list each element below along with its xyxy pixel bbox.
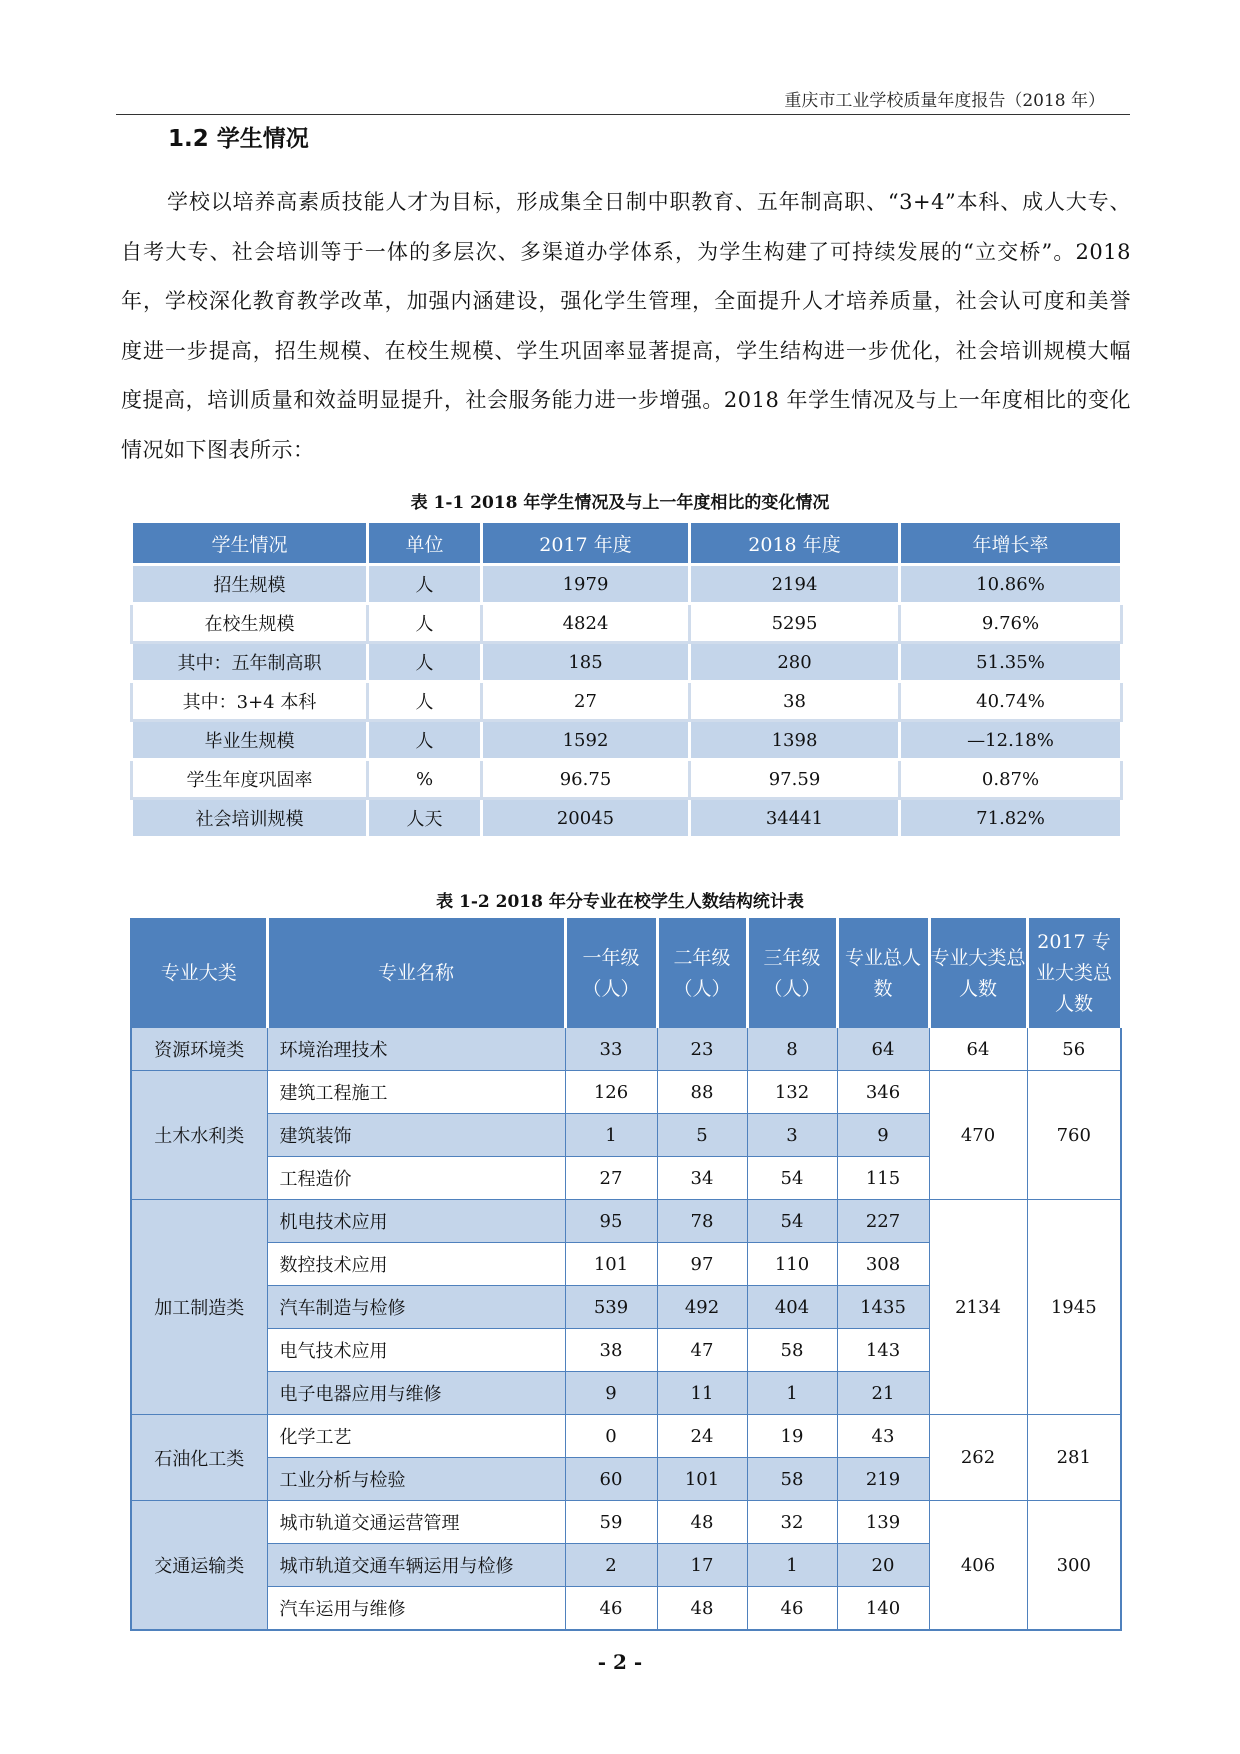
grade3-cell: 3 (747, 1114, 837, 1157)
grade3-cell: 58 (747, 1329, 837, 1372)
grade3-cell: 58 (747, 1458, 837, 1501)
table-row (131, 1028, 1121, 1071)
table-row (132, 643, 1122, 682)
table2-header-cell: 三年级（人） (747, 919, 837, 1028)
major-total-cell: 219 (837, 1458, 929, 1501)
grade3-cell: 8 (747, 1028, 837, 1071)
table-row (131, 1071, 1121, 1114)
major-name-cell: 环境治理技术 (267, 1028, 565, 1071)
major-name-cell: 数控技术应用 (267, 1243, 565, 1286)
table1-cell: 人 (368, 721, 482, 760)
grade1-cell: 46 (565, 1587, 657, 1631)
table-row (132, 565, 1122, 604)
table1-cell: 40.74% (900, 682, 1122, 721)
table1-cell: 4824 (482, 604, 690, 643)
table1-cell: —12.18% (900, 721, 1122, 760)
table1-cell: % (368, 760, 482, 799)
grade2-cell: 78 (657, 1200, 747, 1243)
major-total-cell: 143 (837, 1329, 929, 1372)
table1-cell: 人 (368, 643, 482, 682)
grade2-cell: 5 (657, 1114, 747, 1157)
table-row (131, 1415, 1121, 1458)
major-name-cell: 建筑装饰 (267, 1114, 565, 1157)
table1-cell: 人 (368, 565, 482, 604)
table1-cell: 2194 (690, 565, 900, 604)
table1-header-cell: 学生情况 (132, 522, 368, 565)
table1-cell: 96.75 (482, 760, 690, 799)
table-row (132, 799, 1122, 838)
header-divider (116, 114, 1130, 115)
grade1-cell: 95 (565, 1200, 657, 1243)
table1-cell: 人 (368, 604, 482, 643)
major-name-cell: 汽车运用与维修 (267, 1587, 565, 1631)
major-name-cell: 电气技术应用 (267, 1329, 565, 1372)
table1-cell: 人天 (368, 799, 482, 838)
major-name-cell: 工程造价 (267, 1157, 565, 1200)
grade1-cell: 539 (565, 1286, 657, 1329)
table1-cell: 招生规模 (132, 565, 368, 604)
student-stats-table (130, 520, 1123, 839)
page-number: - 2 - (597, 1650, 643, 1674)
grade2-cell: 23 (657, 1028, 747, 1071)
category-cell: 土木水利类 (131, 1071, 267, 1200)
grade2-cell: 47 (657, 1329, 747, 1372)
table-row (131, 1200, 1121, 1243)
category-total-cell: 262 (929, 1415, 1027, 1501)
grade1-cell: 0 (565, 1415, 657, 1458)
table1-cell: 毕业生规模 (132, 721, 368, 760)
report-header-title: 重庆市工业学校质量年度报告（2018 年） (784, 91, 1105, 111)
table2-header-cell: 二年级（人） (657, 919, 747, 1028)
table1-cell: 280 (690, 643, 900, 682)
category-cell: 交通运输类 (131, 1501, 267, 1631)
table1-cell: 在校生规模 (132, 604, 368, 643)
table2-caption: 表 1-2 2018 年分专业在校学生人数结构统计表 (436, 892, 804, 912)
grade1-cell: 101 (565, 1243, 657, 1286)
table1-cell: 10.86% (900, 565, 1122, 604)
major-total-cell: 139 (837, 1501, 929, 1544)
table-row (132, 760, 1122, 799)
major-total-cell: 346 (837, 1071, 929, 1114)
table1-caption: 表 1-1 2018 年学生情况及与上一年度相比的变化情况 (410, 493, 830, 513)
grade3-cell: 110 (747, 1243, 837, 1286)
table1-cell: 51.35% (900, 643, 1122, 682)
grade1-cell: 27 (565, 1157, 657, 1200)
grade2-cell: 11 (657, 1372, 747, 1415)
grade3-cell: 46 (747, 1587, 837, 1631)
grade3-cell: 19 (747, 1415, 837, 1458)
total-2017-cell: 1945 (1027, 1200, 1121, 1415)
table1-cell: 5295 (690, 604, 900, 643)
table2-header-cell: 2017 专业大类总人数 (1027, 919, 1121, 1028)
grade1-cell: 33 (565, 1028, 657, 1071)
table2-header-cell: 专业名称 (267, 919, 565, 1028)
table1-cell: 9.76% (900, 604, 1122, 643)
grade3-cell: 1 (747, 1372, 837, 1415)
table1-cell: 人 (368, 682, 482, 721)
major-name-cell: 城市轨道交通车辆运用与检修 (267, 1544, 565, 1587)
grade2-cell: 17 (657, 1544, 747, 1587)
category-cell: 石油化工类 (131, 1415, 267, 1501)
grade1-cell: 38 (565, 1329, 657, 1372)
category-cell: 加工制造类 (131, 1200, 267, 1415)
table1-cell: 1398 (690, 721, 900, 760)
major-name-cell: 城市轨道交通运营管理 (267, 1501, 565, 1544)
category-total-cell: 64 (929, 1028, 1027, 1071)
major-total-cell: 227 (837, 1200, 929, 1243)
grade2-cell: 48 (657, 1587, 747, 1631)
table1-header-cell: 2017 年度 (482, 522, 690, 565)
grade1-cell: 126 (565, 1071, 657, 1114)
grade2-cell: 34 (657, 1157, 747, 1200)
major-name-cell: 汽车制造与检修 (267, 1286, 565, 1329)
grade3-cell: 404 (747, 1286, 837, 1329)
table-row (132, 682, 1122, 721)
grade3-cell: 132 (747, 1071, 837, 1114)
table-row (131, 1501, 1121, 1544)
major-total-cell: 43 (837, 1415, 929, 1458)
table1-cell: 20045 (482, 799, 690, 838)
grade1-cell: 60 (565, 1458, 657, 1501)
table1-cell: 社会培训规模 (132, 799, 368, 838)
major-total-cell: 115 (837, 1157, 929, 1200)
table1-cell: 0.87% (900, 760, 1122, 799)
body-paragraph: 学校以培养高素质技能人才为目标，形成集全日制中职教育、五年制高职、“3+4”本科、成人大专、自考大专、社会培训等于一体的多层次、多渠道办学体系，为学生构建了可持续发展的“立交桥”。2018 年，学校深化教育教学改革，加强内涵建设，强化学生管理，全面提升人才培养质量，社会认可度和美誉度进一步提高，招生规模、在校生规模、学生巩固率显著提高，学生结构进一步优化，社会培训规模大幅度提高，培训质量和效益明显提升，社会服务能力进一步增强。2018 年学生情况及与上一年度相比的变化情况如下图表所示： (121, 190, 1131, 462)
total-2017-cell: 300 (1027, 1501, 1121, 1631)
major-total-cell: 140 (837, 1587, 929, 1631)
grade3-cell: 54 (747, 1157, 837, 1200)
table-row (132, 604, 1122, 643)
major-enrollment-table (130, 918, 1123, 1631)
table2-header-cell: 专业大类 (131, 919, 267, 1028)
major-total-cell: 20 (837, 1544, 929, 1587)
grade1-cell: 1 (565, 1114, 657, 1157)
category-total-cell: 470 (929, 1071, 1027, 1200)
grade2-cell: 24 (657, 1415, 747, 1458)
table1-cell: 34441 (690, 799, 900, 838)
grade1-cell: 59 (565, 1501, 657, 1544)
grade3-cell: 54 (747, 1200, 837, 1243)
table2-header-cell: 专业总人数 (837, 919, 929, 1028)
major-total-cell: 21 (837, 1372, 929, 1415)
category-total-cell: 2134 (929, 1200, 1027, 1415)
grade2-cell: 88 (657, 1071, 747, 1114)
total-2017-cell: 760 (1027, 1071, 1121, 1200)
table1-cell: 71.82% (900, 799, 1122, 838)
grade1-cell: 9 (565, 1372, 657, 1415)
major-name-cell: 建筑工程施工 (267, 1071, 565, 1114)
category-cell: 资源环境类 (131, 1028, 267, 1071)
category-total-cell: 406 (929, 1501, 1027, 1631)
table1-cell: 97.59 (690, 760, 900, 799)
table1-cell: 1592 (482, 721, 690, 760)
major-name-cell: 电子电器应用与维修 (267, 1372, 565, 1415)
table1-cell: 其中：3+4 本科 (132, 682, 368, 721)
grade2-cell: 101 (657, 1458, 747, 1501)
major-name-cell: 机电技术应用 (267, 1200, 565, 1243)
grade1-cell: 2 (565, 1544, 657, 1587)
total-2017-cell: 56 (1027, 1028, 1121, 1071)
major-name-cell: 化学工艺 (267, 1415, 565, 1458)
grade3-cell: 32 (747, 1501, 837, 1544)
total-2017-cell: 281 (1027, 1415, 1121, 1501)
table1-header-cell: 年增长率 (900, 522, 1122, 565)
table2-header-row (131, 919, 1121, 1028)
table1-header-cell: 2018 年度 (690, 522, 900, 565)
table1-header-cell: 单位 (368, 522, 482, 565)
major-total-cell: 64 (837, 1028, 929, 1071)
grade3-cell: 1 (747, 1544, 837, 1587)
table-row (132, 721, 1122, 760)
table1-cell: 学生年度巩固率 (132, 760, 368, 799)
major-total-cell: 1435 (837, 1286, 929, 1329)
table1-header-row (132, 522, 1122, 565)
table1-cell: 其中：五年制高职 (132, 643, 368, 682)
major-total-cell: 9 (837, 1114, 929, 1157)
grade2-cell: 97 (657, 1243, 747, 1286)
grade2-cell: 48 (657, 1501, 747, 1544)
major-total-cell: 308 (837, 1243, 929, 1286)
major-name-cell: 工业分析与检验 (267, 1458, 565, 1501)
table1-cell: 185 (482, 643, 690, 682)
grade2-cell: 492 (657, 1286, 747, 1329)
table1-cell: 1979 (482, 565, 690, 604)
table1-cell: 38 (690, 682, 900, 721)
table1-cell: 27 (482, 682, 690, 721)
section-title: 1.2 学生情况 (168, 126, 309, 152)
table2-header-cell: 一年级（人） (565, 919, 657, 1028)
table2-header-cell: 专业大类总人数 (929, 919, 1027, 1028)
